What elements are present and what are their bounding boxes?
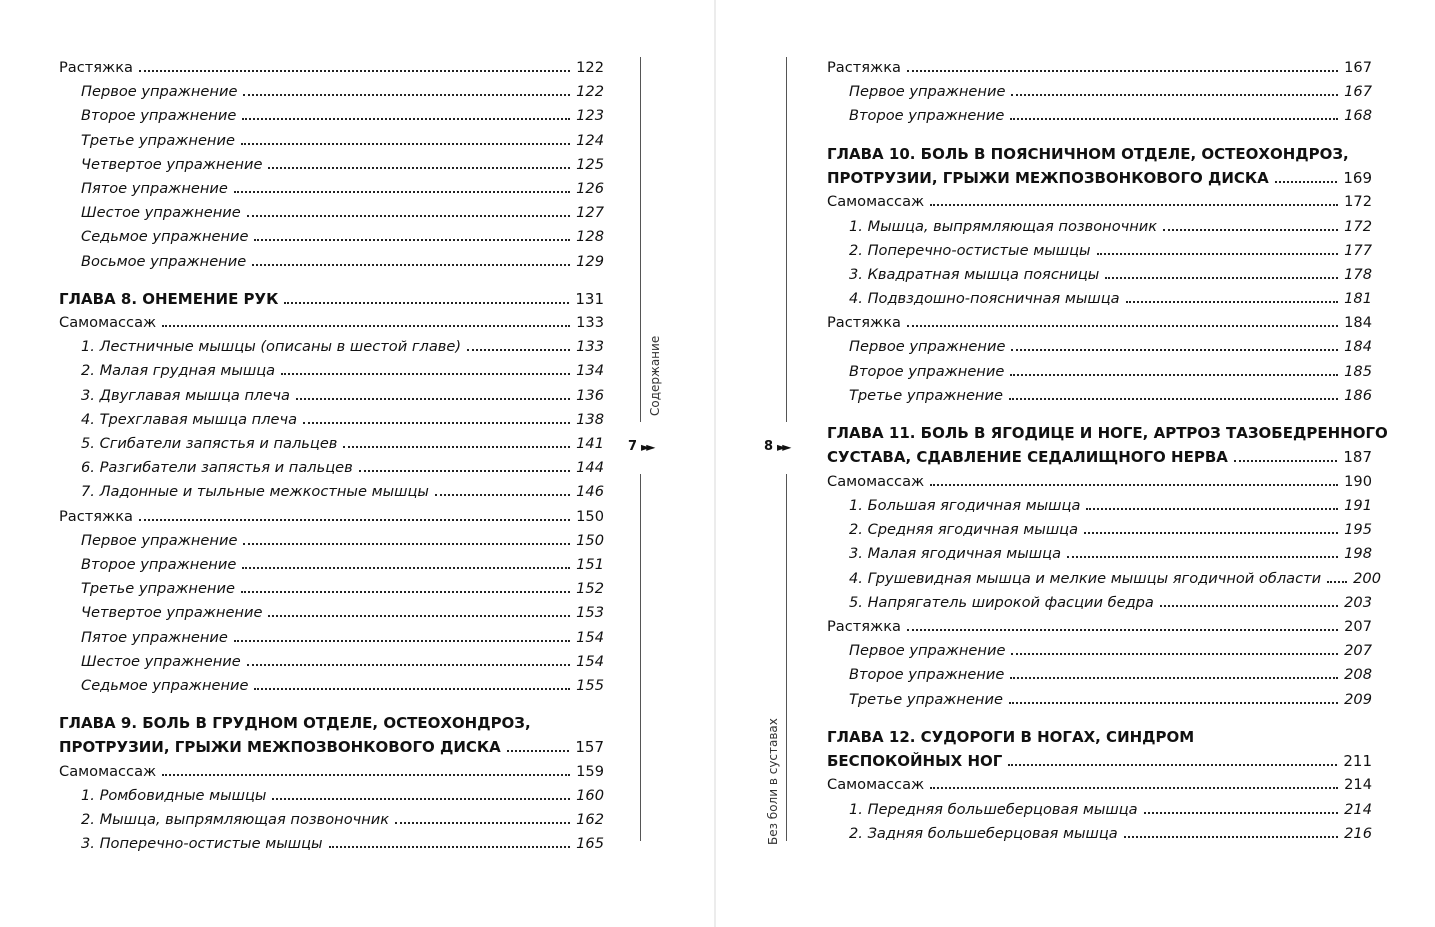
dot-leader <box>907 629 1338 631</box>
toc-entry-page: 162 <box>576 811 604 829</box>
chapter-title: ПРОТРУЗИИ, ГРЫЖИ МЕЖПОЗВОНКОВОГО ДИСКА <box>827 168 1269 187</box>
dot-leader <box>296 398 570 400</box>
page-number <box>764 439 788 454</box>
toc-entry <box>827 80 1372 104</box>
toc-entry-title: Растяжка <box>827 314 901 332</box>
toc-entry <box>827 263 1372 287</box>
chapter-title: СУСТАВА, СДАВЛЕНИЕ СЕДАЛИЩНОГО НЕРВА <box>827 448 1228 467</box>
dot-leader <box>272 798 570 800</box>
toc-entry-page: 208 <box>1344 666 1372 684</box>
toc-entry-title: Пятое упражнение <box>81 628 228 646</box>
dot-leader <box>234 191 570 193</box>
dot-leader <box>930 787 1338 789</box>
toc-entry <box>59 674 604 698</box>
toc-entry-page: 128 <box>576 228 604 246</box>
toc-entry-title: Самомассаж <box>59 762 157 780</box>
toc-entry-title: 2. Малая грудная мышца <box>81 362 276 380</box>
dot-leader <box>1275 181 1338 183</box>
toc-entry <box>59 784 604 808</box>
toc-entry <box>59 432 604 456</box>
toc-entry-page: 185 <box>1344 362 1372 380</box>
toc-entry-page: 181 <box>1344 290 1372 308</box>
chapter-page: 169 <box>1343 168 1372 187</box>
toc-entry-title: Восьмое упражнение <box>81 252 247 270</box>
toc-entry-title: Третье упражнение <box>81 131 235 149</box>
toc-entry-title: Второе упражнение <box>849 362 1005 380</box>
toc-entry-title: Первое упражнение <box>849 642 1006 660</box>
toc-entry <box>59 104 604 128</box>
toc-entry-page: 151 <box>576 555 604 573</box>
toc-entry <box>827 663 1372 687</box>
toc-entry-title: 1. Большая ягодичная мышца <box>849 497 1081 514</box>
toc-entry-title: Первое упражнение <box>81 531 238 549</box>
dot-leader <box>241 143 570 145</box>
toc-entry-page: 172 <box>1344 193 1372 211</box>
toc-entry <box>827 591 1372 615</box>
toc-entry-title: Третье упражнение <box>849 690 1003 708</box>
chapter-title-line: ГЛАВА 9. БОЛЬ В ГРУДНОМ ОТДЕЛЕ, ОСТЕОХОНДРОЗ, <box>59 714 531 733</box>
toc-entry <box>59 177 604 201</box>
toc-entry <box>59 384 604 408</box>
dot-leader <box>1086 508 1338 510</box>
chapter-title-line: ГЛАВА 12. СУДОРОГИ В НОГАХ, СИНДРОМ <box>827 727 1195 746</box>
dot-leader <box>243 543 570 545</box>
toc-entry <box>827 239 1372 263</box>
chapter-title-line: ГЛАВА 10. БОЛЬ В ПОЯСНИЧНОМ ОТДЕЛЕ, ОСТЕОХОНДРОЗ, <box>827 144 1349 163</box>
double-arrow-icon: ►► <box>641 439 652 454</box>
page-number-value: 7 <box>628 439 638 454</box>
toc-entry-page: 126 <box>576 179 604 197</box>
toc-entry-page: 178 <box>1344 265 1372 283</box>
toc-entry <box>59 250 604 274</box>
toc-entry-title: 2. Задняя большеберцовая мышца <box>849 824 1118 842</box>
toc-entry <box>59 577 604 601</box>
dot-leader <box>247 215 570 217</box>
toc-entry <box>59 201 604 225</box>
toc-entry <box>827 215 1372 239</box>
dot-leader <box>234 640 570 642</box>
toc-entry-title: Второе упражнение <box>849 666 1005 684</box>
chapter-title-line: ГЛАВА 11. БОЛЬ В ЯГОДИЦЕ И НОГЕ, АРТРОЗ ТАЗОБЕДРЕННОГО <box>827 424 1388 443</box>
chapter-entry <box>827 445 1372 469</box>
chapter-title: БЕСПОКОЙНЫХ НОГ <box>827 752 1003 771</box>
dot-leader <box>303 422 570 424</box>
toc-entry-title: Третье упражнение <box>849 386 1003 404</box>
toc-entry-page: 165 <box>576 835 604 853</box>
chapter-entry <box>59 735 604 759</box>
dot-leader <box>1008 764 1337 766</box>
toc-entry-title: Растяжка <box>827 59 901 76</box>
dot-leader <box>1084 532 1338 534</box>
page-number-value: 8 <box>764 439 774 454</box>
dot-leader <box>1124 836 1338 838</box>
toc-entry-page: 155 <box>576 676 604 694</box>
dot-leader <box>247 664 570 666</box>
toc-entry-title: Седьмое упражнение <box>81 228 249 246</box>
toc-entry-title: 3. Малая ягодичная мышца <box>849 545 1062 563</box>
toc-entry-page: 134 <box>576 362 604 380</box>
dot-leader <box>907 325 1338 327</box>
double-arrow-icon: ►► <box>777 439 788 454</box>
dot-leader <box>435 494 570 496</box>
toc-entry-page: 184 <box>1344 314 1372 332</box>
toc-entry-page: 133 <box>576 314 604 332</box>
toc-entry-page: 146 <box>576 483 604 501</box>
chapter-entry <box>827 166 1372 190</box>
dot-leader <box>252 264 570 266</box>
page-number <box>628 439 652 454</box>
toc-entry-page: 167 <box>1344 59 1372 76</box>
toc-entry <box>827 542 1372 566</box>
dot-leader <box>1105 277 1338 279</box>
toc-entry-title: 5. Напрягатель широкой фасции бедра <box>849 593 1154 611</box>
toc-entry <box>59 601 604 625</box>
dot-leader <box>1011 94 1338 96</box>
toc-entry-title: Самомассаж <box>827 776 925 794</box>
toc-entry-page: 122 <box>576 83 604 101</box>
toc-entry-title: 4. Подвздошно-поясничная мышца <box>849 290 1120 308</box>
toc-entry-title: 2. Поперечно-остистые мышцы <box>849 241 1091 259</box>
toc-entry <box>59 832 604 856</box>
dot-leader <box>467 349 570 351</box>
toc-entry <box>59 626 604 650</box>
chapter-title: ПРОТРУЗИИ, ГРЫЖИ МЕЖПОЗВОНКОВОГО ДИСКА <box>59 738 501 757</box>
chapter-heading <box>59 287 604 311</box>
toc-entry-page: 214 <box>1344 800 1372 818</box>
chapter-heading <box>827 421 1388 470</box>
toc-entry <box>827 56 1372 80</box>
toc-entry-page: 144 <box>576 459 604 477</box>
toc-entry-page: 168 <box>1344 107 1372 125</box>
toc-entry-page: 172 <box>1344 217 1372 235</box>
chapter-title: ГЛАВА 8. ОНЕМЕНИЕ РУК <box>59 289 279 308</box>
toc-entry <box>59 225 604 249</box>
toc-entry-page: 207 <box>1344 642 1372 660</box>
toc-entry <box>59 80 604 104</box>
toc-entry-page: 125 <box>576 155 604 173</box>
toc-entry-page: 203 <box>1344 593 1372 611</box>
dot-leader <box>139 70 570 72</box>
toc-entry-title: Второе упражнение <box>849 107 1005 125</box>
toc-entry-title: 4. Грушевидная мышца и мелкие мышцы ягодичной области <box>849 569 1322 587</box>
toc-entry-title: 2. Мышца, выпрямляющая позвоночник <box>81 811 390 829</box>
toc-entry-title: Третье упражнение <box>81 580 235 598</box>
dot-leader <box>1011 349 1338 351</box>
dot-leader <box>254 688 570 690</box>
toc-entry-title: 1. Ромбовидные мышцы <box>81 787 267 805</box>
toc-entry <box>827 311 1372 335</box>
toc-entry <box>59 456 604 480</box>
dot-leader <box>1010 677 1338 679</box>
toc-entry <box>59 505 604 529</box>
toc-entry <box>827 494 1372 518</box>
toc-entry-title: Второе упражнение <box>81 555 237 573</box>
dot-leader <box>343 446 570 448</box>
toc-entry-title: 1. Мышца, выпрямляющая позвоночник <box>849 217 1158 235</box>
toc-entry-title: 3. Поперечно-остистые мышцы <box>81 835 323 853</box>
toc-entry-title: Шестое упражнение <box>81 652 241 670</box>
toc-entry-page: 122 <box>576 59 604 76</box>
table-of-contents-right <box>827 56 1388 846</box>
toc-entry-page: 207 <box>1344 617 1372 635</box>
toc-entry <box>59 129 604 153</box>
toc-entry-page: 123 <box>576 107 604 125</box>
toc-entry-page: 154 <box>576 652 604 670</box>
toc-entry <box>59 553 604 577</box>
toc-entry-page: 152 <box>576 580 604 598</box>
toc-entry <box>827 470 1372 494</box>
chapter-heading <box>59 711 604 760</box>
toc-entry-title: 7. Ладонные и тыльные межкостные мышцы <box>81 483 429 501</box>
dot-leader <box>1009 398 1338 400</box>
toc-entry <box>827 190 1372 214</box>
toc-entry-title: Самомассаж <box>827 193 925 211</box>
dot-leader <box>507 750 570 752</box>
toc-entry-page: 177 <box>1344 241 1372 259</box>
dot-leader <box>930 484 1338 486</box>
toc-entry <box>59 408 604 432</box>
toc-entry-title: Самомассаж <box>827 472 925 490</box>
toc-entry-title: 3. Двуглавая мышца плеча <box>81 386 290 404</box>
toc-entry-title: 3. Квадратная мышца поясницы <box>849 265 1100 283</box>
toc-entry-page: 136 <box>576 386 604 404</box>
dot-leader <box>395 822 570 824</box>
toc-entry-title: Седьмое упражнение <box>81 676 249 694</box>
toc-entry <box>827 360 1372 384</box>
toc-entry <box>59 153 604 177</box>
toc-entry-title: Четвертое упражнение <box>81 604 263 622</box>
toc-entry-title: Растяжка <box>59 59 133 76</box>
toc-entry-title: 4. Трехглавая мышца плеча <box>81 410 298 428</box>
side-label: Без боли в суставах <box>766 718 780 845</box>
toc-entry <box>827 798 1372 822</box>
dot-leader <box>242 118 570 120</box>
dot-leader <box>359 470 570 472</box>
toc-entry-title: Шестое упражнение <box>81 204 241 222</box>
toc-entry-title: 1. Передняя большеберцовая мышца <box>849 800 1138 818</box>
dot-leader <box>1010 374 1338 376</box>
toc-entry-title: Первое упражнение <box>849 83 1006 101</box>
toc-entry-page: 129 <box>576 252 604 270</box>
toc-entry <box>827 615 1372 639</box>
dot-leader <box>1234 460 1337 462</box>
toc-entry-page: 133 <box>576 338 604 356</box>
toc-entry-page: 124 <box>576 131 604 149</box>
toc-entry-page: 154 <box>576 628 604 646</box>
toc-entry-title: 5. Сгибатели запястья и пальцев <box>81 435 338 453</box>
toc-entry-page: 186 <box>1344 386 1372 404</box>
toc-entry-page: 216 <box>1344 824 1372 842</box>
toc-entry-page: 127 <box>576 204 604 222</box>
toc-entry <box>59 480 604 504</box>
left-page <box>0 0 714 927</box>
chapter-page: 157 <box>575 738 604 757</box>
dot-leader <box>281 373 570 375</box>
toc-entry-page: 159 <box>576 762 604 780</box>
toc-entry-title: Первое упражнение <box>849 338 1006 356</box>
toc-entry <box>59 529 604 553</box>
toc-entry <box>59 359 604 383</box>
table-of-contents-left <box>59 56 604 857</box>
chapter-entry <box>827 749 1372 773</box>
toc-entry-title: Первое упражнение <box>81 83 238 101</box>
toc-entry-page: 150 <box>576 507 604 525</box>
toc-entry <box>59 650 604 674</box>
toc-entry-page: 190 <box>1344 472 1372 490</box>
toc-entry-page: 138 <box>576 410 604 428</box>
dot-leader <box>1163 229 1338 231</box>
toc-entry-page: 167 <box>1344 83 1372 101</box>
toc-entry-title: Самомассаж <box>59 314 157 332</box>
dot-leader <box>1097 253 1339 255</box>
toc-entry-title: Растяжка <box>59 507 133 525</box>
toc-entry <box>827 384 1372 408</box>
dot-leader <box>907 70 1338 72</box>
side-label: Содержание <box>648 335 662 416</box>
margin-rule-top <box>786 57 787 422</box>
dot-leader <box>268 167 570 169</box>
toc-entry-title: 1. Лестничные мышцы (описаны в шестой главе) <box>81 338 462 356</box>
toc-entry-page: 184 <box>1344 338 1372 356</box>
toc-entry-page: 153 <box>576 604 604 622</box>
toc-entry-page: 200 <box>1353 569 1381 587</box>
toc-entry-page: 209 <box>1344 690 1372 708</box>
toc-entry-title: Пятое упражнение <box>81 179 228 197</box>
dot-leader <box>1144 812 1339 814</box>
toc-entry <box>59 808 604 832</box>
chapter-page: 211 <box>1343 752 1372 771</box>
toc-entry <box>827 773 1372 797</box>
dot-leader <box>162 774 570 776</box>
chapter-heading <box>827 142 1372 191</box>
toc-entry-title: Четвертое упражнение <box>81 155 263 173</box>
dot-leader <box>1009 702 1338 704</box>
toc-entry-title: Растяжка <box>827 617 901 635</box>
dot-leader <box>241 591 570 593</box>
toc-entry <box>827 639 1372 663</box>
dot-leader <box>930 204 1338 206</box>
toc-entry <box>827 335 1372 359</box>
dot-leader <box>1067 556 1338 558</box>
dot-leader <box>1327 581 1347 583</box>
toc-entry <box>59 311 604 335</box>
chapter-page: 131 <box>575 289 604 308</box>
chapter-entry <box>59 287 604 311</box>
toc-entry-page: 141 <box>576 435 604 453</box>
chapter-page: 187 <box>1343 448 1372 467</box>
dot-leader <box>1160 605 1338 607</box>
right-page <box>716 0 1435 927</box>
dot-leader <box>1011 653 1338 655</box>
toc-entry-page: 160 <box>576 787 604 805</box>
dot-leader <box>1010 118 1338 120</box>
toc-entry <box>827 518 1372 542</box>
toc-entry <box>827 104 1372 128</box>
margin-rule-bottom <box>640 474 641 841</box>
toc-entry-page: 198 <box>1344 545 1372 563</box>
chapter-heading <box>827 725 1372 774</box>
toc-entry <box>827 287 1372 311</box>
toc-entry <box>827 822 1372 846</box>
toc-entry <box>827 688 1372 712</box>
toc-entry <box>827 567 1381 591</box>
margin-rule-bottom <box>786 474 787 841</box>
toc-entry-title: Второе упражнение <box>81 107 237 125</box>
toc-entry-page: 195 <box>1344 521 1372 539</box>
toc-entry-page: 191 <box>1344 497 1372 514</box>
toc-entry-title: 6. Разгибатели запястья и пальцев <box>81 459 353 477</box>
dot-leader <box>139 519 570 521</box>
dot-leader <box>162 325 570 327</box>
toc-entry <box>59 56 604 80</box>
dot-leader <box>1126 301 1339 303</box>
toc-entry-page: 214 <box>1344 776 1372 794</box>
dot-leader <box>243 94 570 96</box>
toc-entry-title: 2. Средняя ягодичная мышца <box>849 521 1079 539</box>
toc-entry <box>59 335 604 359</box>
toc-entry-page: 150 <box>576 531 604 549</box>
dot-leader <box>329 846 571 848</box>
dot-leader <box>284 302 569 304</box>
dot-leader <box>254 239 570 241</box>
margin-rule-top <box>640 57 641 422</box>
toc-entry <box>59 760 604 784</box>
dot-leader <box>242 567 570 569</box>
dot-leader <box>268 615 570 617</box>
